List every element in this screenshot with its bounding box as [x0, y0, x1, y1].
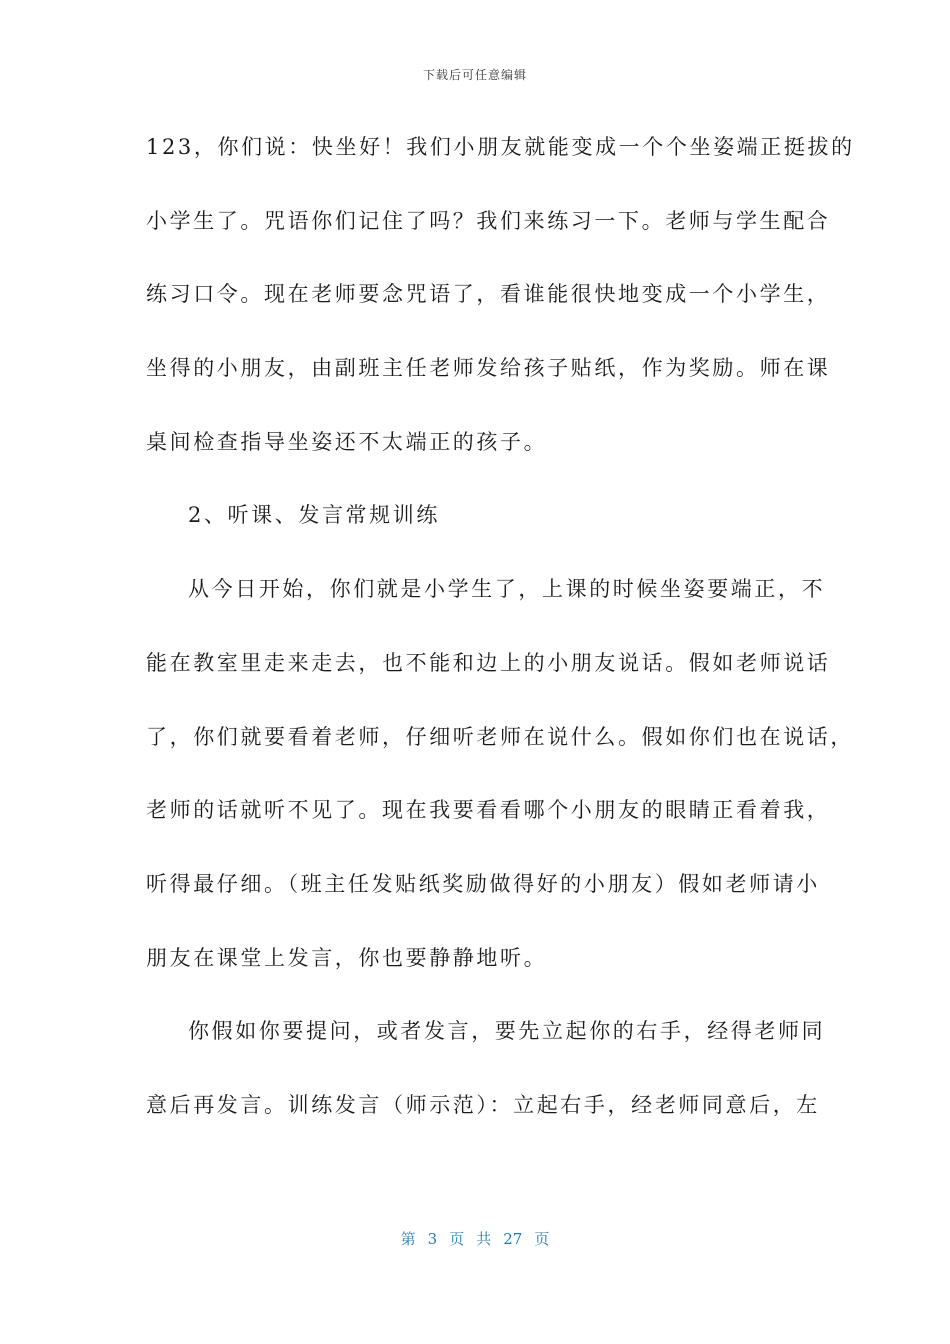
page-suffix: 页 — [449, 1230, 465, 1248]
paragraph-line: 老师的话就听不见了。现在我要看看哪个小朋友的眼睛正看着我， — [146, 798, 831, 823]
paragraph-line: 123，你们说：快坐好！我们小朋友就能变成一个个坐姿端正挺拔的 — [146, 135, 855, 159]
paragraph-line: 从今日开始，你们就是小学生了，上课的时候坐姿要端正，不 — [188, 577, 826, 602]
page-label: 第 — [400, 1230, 416, 1248]
page-number: 3 — [427, 1230, 438, 1248]
paragraph-line: 意后再发言。训练发言（师示范）：立起右手，经老师同意后，左 — [146, 1092, 820, 1117]
paragraph-line: 了，你们就要看着老师，仔细听老师在说什么。假如你们也在说话， — [146, 724, 854, 749]
paragraph-line: 练习口令。现在老师要念咒语了，看谁能很快地变成一个小学生， — [146, 282, 831, 307]
paragraph-line: 小学生了。咒语你们记住了吗？我们来练习一下。老师与学生配合 — [146, 208, 831, 233]
page-footer — [0, 1228, 950, 1249]
paragraph-line: 坐得的小朋友，由副班主任老师发给孩子贴纸，作为奖励。师在课 — [146, 356, 831, 381]
paragraph-line: 你假如你要提问，或者发言，要先立起你的右手，经得老师同 — [188, 1019, 826, 1044]
paragraph-line: 能在教室里走来走去，也不能和边上的小朋友说话。假如老师说话 — [146, 650, 831, 675]
page-header-note: 下载后可任意编辑 — [422, 68, 527, 82]
total-suffix: 页 — [534, 1230, 550, 1248]
section-heading: 2、听课、发言常规训练 — [188, 503, 440, 528]
total-label: 共 — [476, 1230, 492, 1248]
total-pages: 27 — [503, 1230, 523, 1248]
paragraph-line: 桌间检查指导坐姿还不太端正的孩子。 — [146, 429, 548, 454]
paragraph-line: 听得最仔细。（班主任发贴纸奖励做得好的小朋友）假如老师请小 — [146, 871, 820, 896]
document-body — [146, 125, 855, 1157]
paragraph-line: 朋友在课堂上发言，你也要静静地听。 — [146, 945, 548, 970]
